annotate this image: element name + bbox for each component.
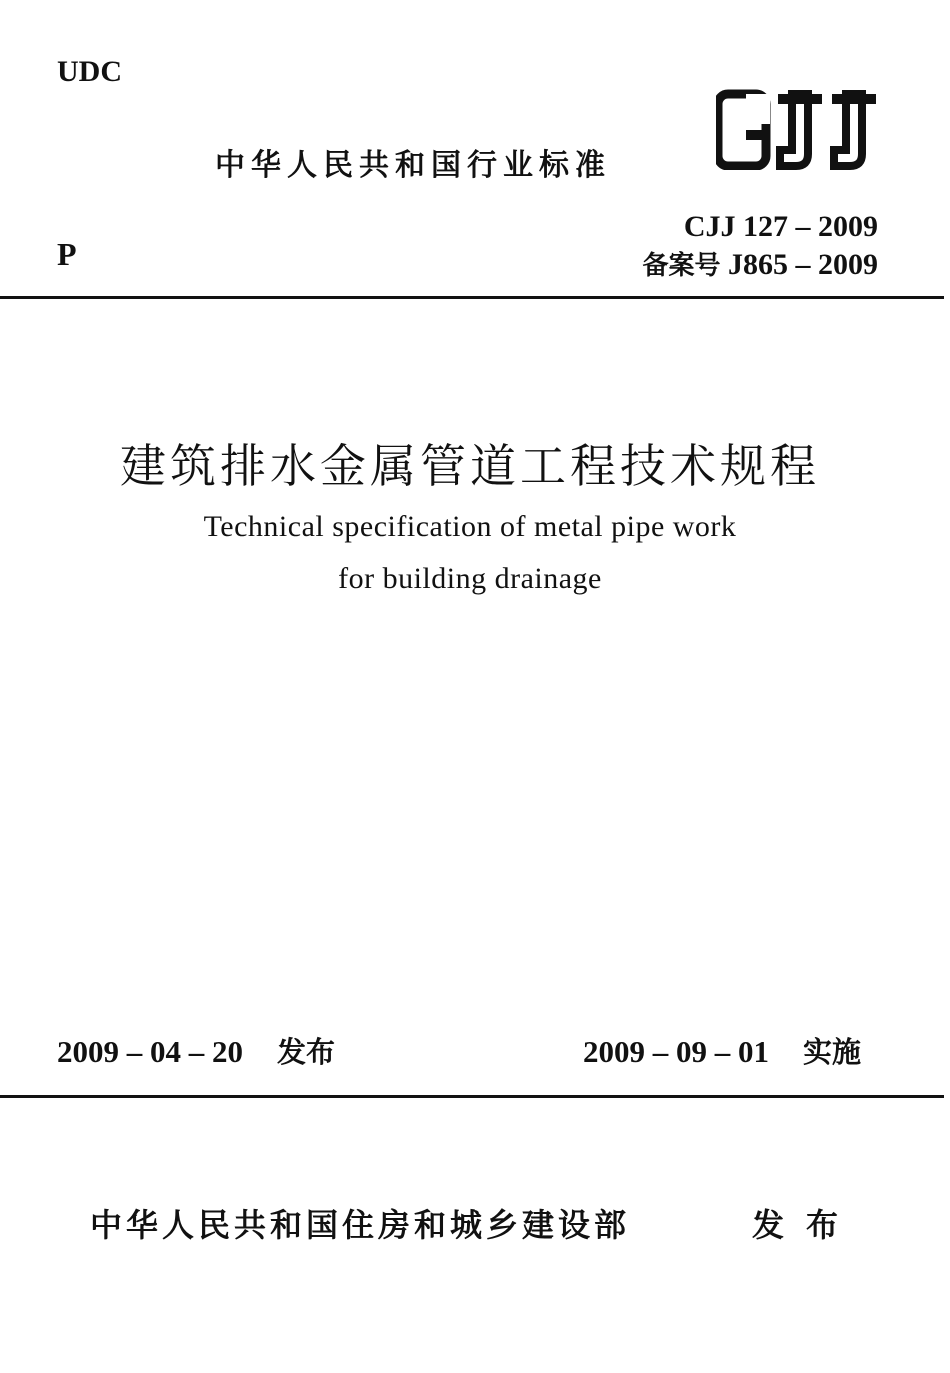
document-title-english-line2: for building drainage <box>338 562 602 595</box>
issuing-authority: 中华人民共和国住房和城乡建设部 <box>90 1206 631 1244</box>
document-title-english-line1: Technical specification of metal pipe work <box>203 510 737 543</box>
cjj-logo <box>716 88 880 170</box>
issue-label: 发布 <box>277 1035 336 1069</box>
document-title-chinese: 建筑排水金属管道工程技术规程 <box>120 439 820 493</box>
footer-divider <box>0 1095 944 1098</box>
standard-code: CJJ 127 – 2009 <box>683 210 878 243</box>
record-label: 备案号 <box>642 251 721 281</box>
record-number: J865 – 2009 <box>728 248 878 281</box>
header-divider <box>0 296 944 299</box>
issue-date: 2009 – 04 – 20 <box>57 1034 243 1069</box>
standard-code-block <box>642 208 878 285</box>
effective-date-block <box>583 1030 861 1071</box>
record-number-line <box>642 246 878 285</box>
industry-standard-heading: 中华人民共和国行业标准 <box>215 148 611 183</box>
classification-letter: P <box>57 236 77 272</box>
issuing-verb: 发布 <box>752 1206 861 1244</box>
effective-label: 实施 <box>803 1035 862 1069</box>
effective-date: 2009 – 09 – 01 <box>583 1034 769 1069</box>
issue-date-block <box>57 1030 335 1071</box>
udc-label: UDC <box>57 55 122 88</box>
